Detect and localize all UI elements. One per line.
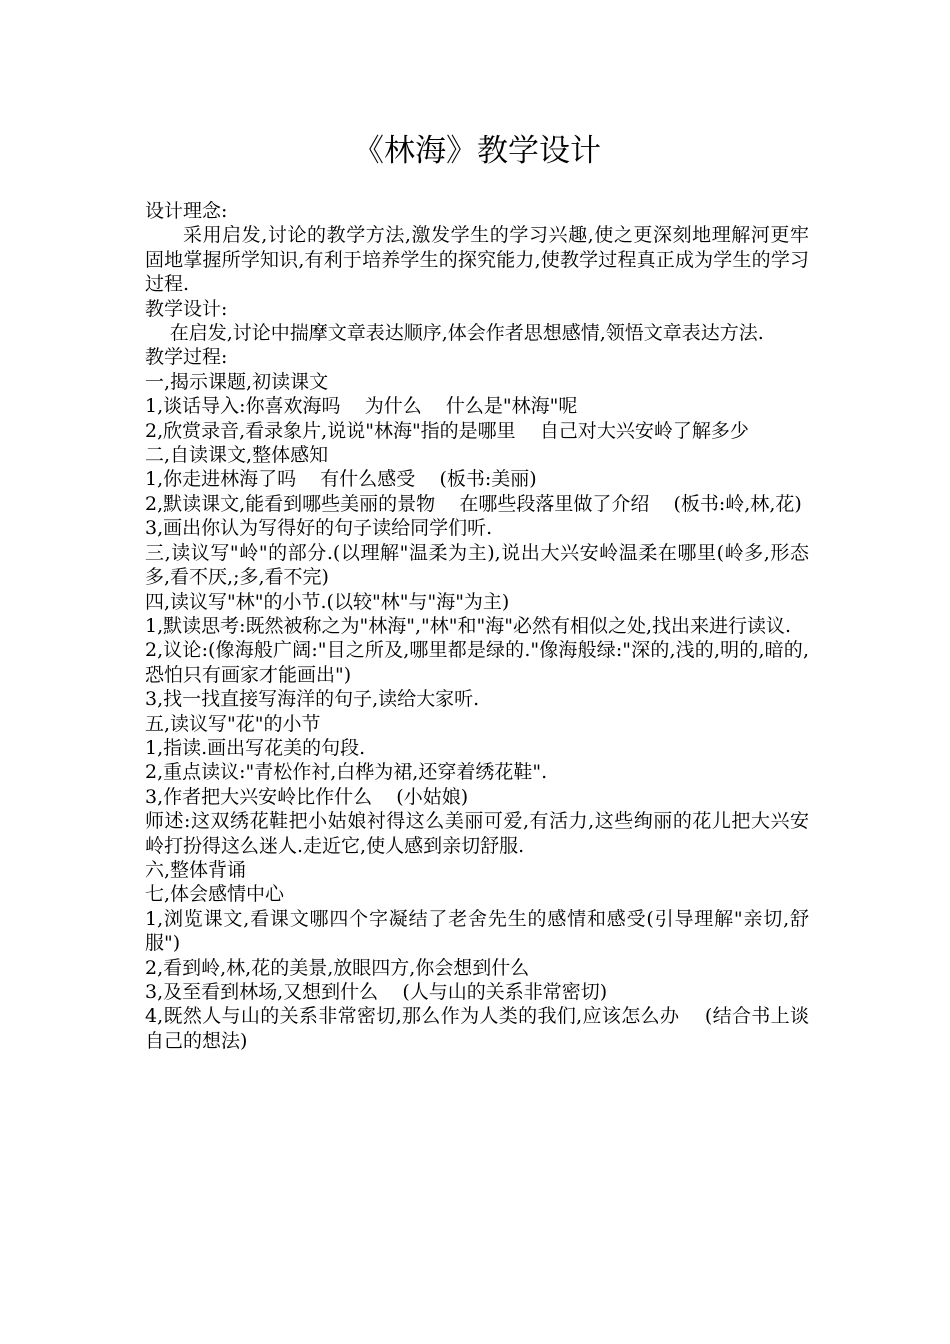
paragraph: 2,默读课文,能看到哪些美丽的景物 在哪些段落里做了介绍 (板书:岭,林,花)	[145, 492, 802, 515]
paragraph: 五,读议写"花"的小节	[145, 712, 321, 735]
paragraph: 教学过程:	[145, 346, 228, 369]
paragraph: 1,你走进林海了吗 有什么感受 (板书:美丽)	[145, 468, 537, 491]
paragraph: 1,指读.画出写花美的句段.	[145, 736, 366, 759]
paragraph: 4,既然人与山的关系非常密切,那么作为人类的我们,应该怎么办 (结合书上谈自己的想法)	[145, 1005, 809, 1052]
paragraph: 一,揭示课题,初读课文	[145, 370, 329, 393]
paragraph: 3,作者把大兴安岭比作什么 (小姑娘)	[145, 785, 469, 808]
paragraph: 四,读议写"林"的小节.(以较"林"与"海"为主)	[145, 590, 510, 613]
paragraph: 七,体会感情中心	[145, 883, 285, 906]
paragraph: 1,谈话导入:你喜欢海吗 为什么 什么是"林海"呢	[145, 395, 578, 418]
paragraph: 教学设计:	[145, 297, 228, 320]
document-body	[145, 199, 809, 1053]
paragraph: 设计理念:	[145, 200, 228, 222]
paragraph: 三,读议写"岭"的部分.(以理解"温柔为主),说出大兴安岭温柔在哪里(岭多,形态多,看不厌,;多,看不完)	[145, 541, 809, 589]
paragraph: 在启发,讨论中揣摩文章表达顺序,体会作者思想感情,领悟文章表达方法.	[169, 322, 764, 345]
paragraph: 采用启发,讨论的教学方法,激发学生的学习兴趣,使之更深刻地理解河更牢固地掌握所学知识,有利于培养学生的探究能力,使教学过程真正成为学生的学习过程.	[145, 224, 809, 296]
document-title: 《林海》教学设计	[353, 133, 601, 169]
paragraph: 六,整体背诵	[145, 858, 247, 881]
paragraph: 2,看到岭,林,花的美景,放眼四方,你会想到什么	[145, 956, 530, 979]
paragraph: 1,浏览课文,看课文哪四个字凝结了老舍先生的感情和感受(引导理解"亲切,舒服")	[145, 907, 809, 955]
paragraph: 1,默读思考:既然被称之为"林海","林"和"海"必然有相似之处,找出来进行读议.	[145, 614, 792, 637]
document-page	[145, 130, 809, 1053]
paragraph: 2,欣赏录音,看录象片,说说"林海"指的是哪里 自己对大兴安岭了解多少	[145, 419, 749, 442]
paragraph: 2,重点读议:"青松作衬,白桦为裙,还穿着绣花鞋".	[145, 761, 548, 784]
paragraph: 3,找一找直接写海洋的句子,读给大家听.	[145, 688, 480, 711]
paragraph: 3,及至看到林场,又想到什么 (人与山的关系非常密切)	[145, 981, 608, 1003]
paragraph: 2,议论:(像海般广阔:"目之所及,哪里都是绿的."像海般绿:"深的,浅的,明的,暗的,恐怕只有画家才能画出")	[145, 639, 809, 686]
paragraph: 3,画出你认为写得好的句子读给同学们听.	[145, 517, 493, 540]
paragraph: 二,自读课文,整体感知	[145, 444, 329, 467]
paragraph: 师述:这双绣花鞋把小姑娘衬得这么美丽可爱,有活力,这些绚丽的花儿把大兴安岭打扮得这么迷人.走近它,使人感到亲切舒服.	[145, 810, 809, 857]
